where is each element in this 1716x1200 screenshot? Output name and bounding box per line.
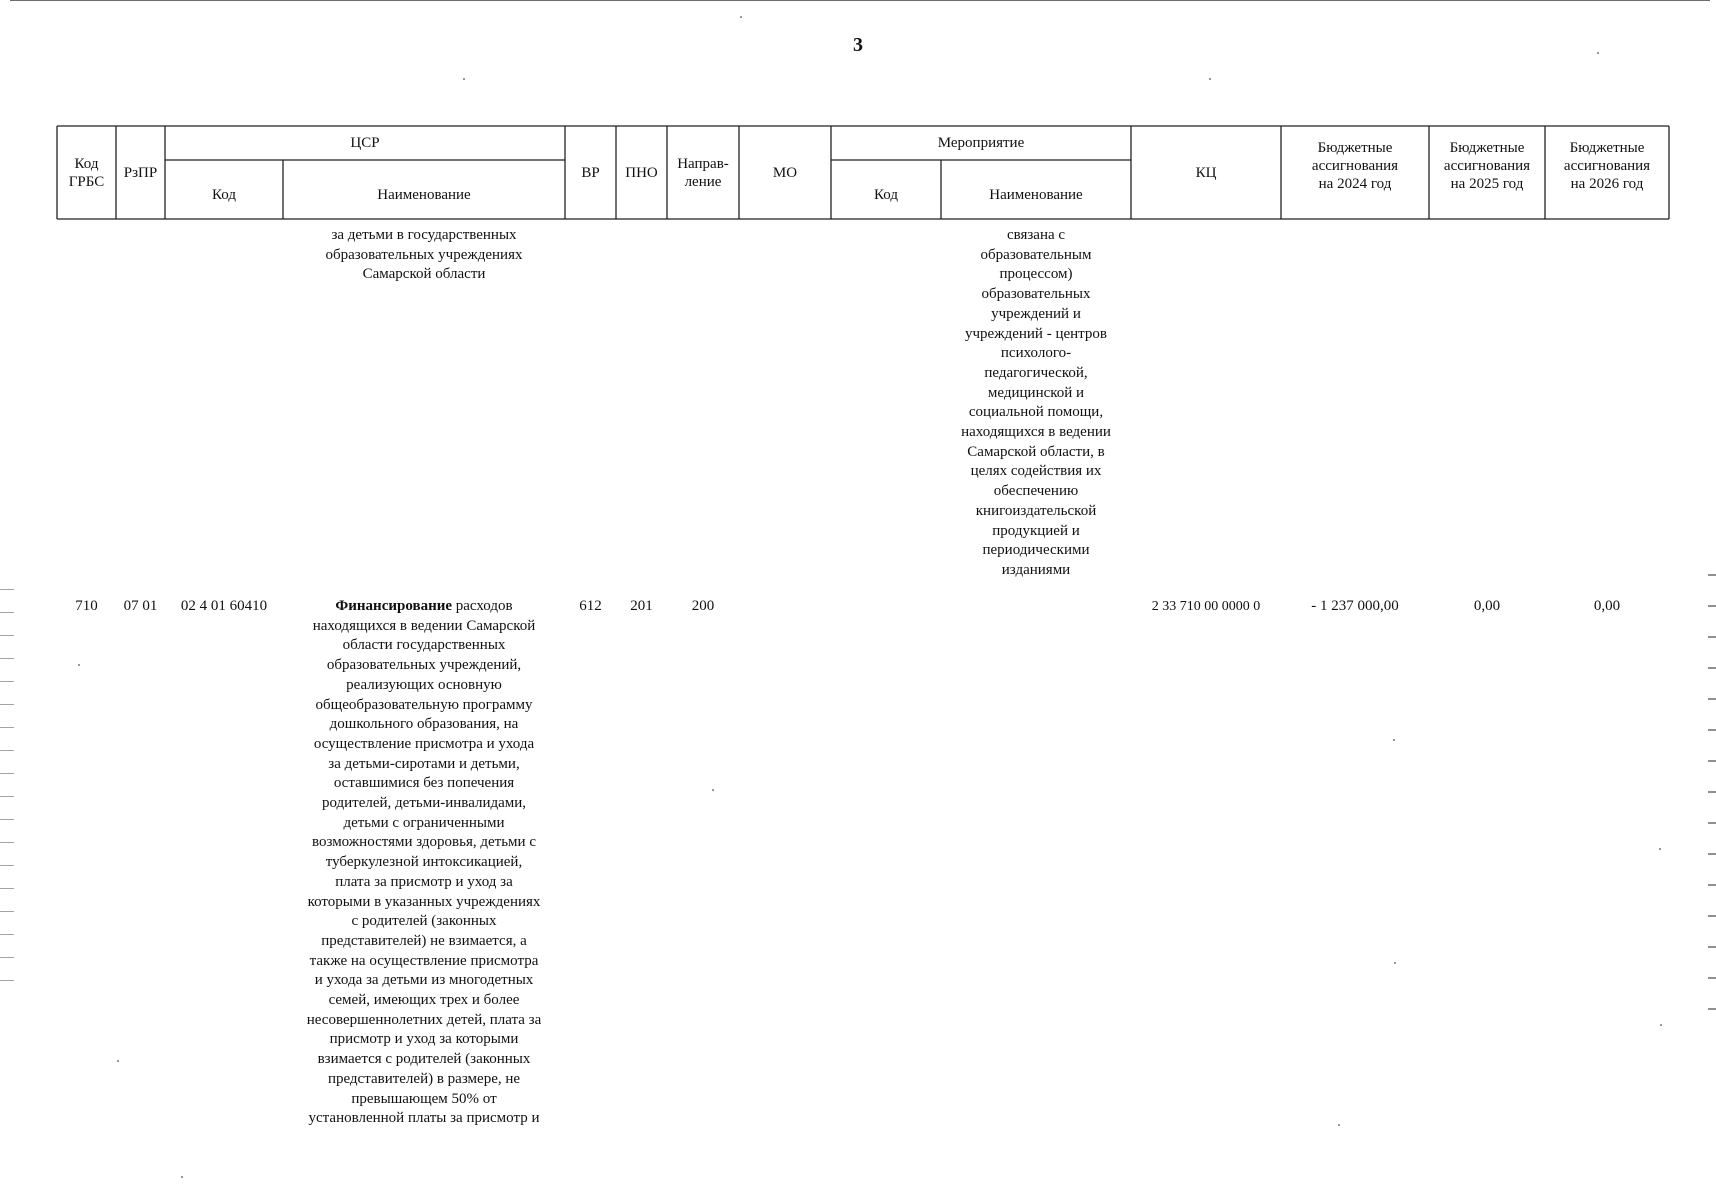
page-number: 3 (853, 34, 863, 56)
scan-speck (1659, 848, 1661, 850)
row-0-csr-name: за детьми в государственных образовательных учреждениях Самарской области (325, 227, 523, 283)
scan-speck (181, 1176, 183, 1178)
header-pno: ПНО (625, 164, 658, 181)
header-csr: ЦСР (350, 135, 380, 151)
row-1-csr-name-lead: Финансирование (335, 598, 453, 614)
row-1-rzpr: 07 01 (123, 598, 158, 614)
scan-speck (740, 16, 742, 18)
scan-edge-noise-right (1708, 560, 1716, 1020)
header-kc: КЦ (1195, 164, 1217, 181)
scan-speck (1338, 1124, 1340, 1126)
row-1-pno: 201 (630, 598, 653, 614)
scan-speck (117, 1060, 119, 1062)
scan-speck (1660, 1024, 1662, 1026)
header-mo: МО (772, 164, 798, 181)
header-budget-2024: Бюджетные ассигнования на 2024 год (1311, 139, 1399, 192)
row-1-csr-name-text: расходов находящихся в ведении Самарской области государственных образовательных учреждений, реализующих основную общеобразовательную программу дошкольного образования, на осуществление присмотра и ухода за детьми-сиротами и детьми, оставшимися без попечения родителей, детьми-инвалидами, детьми с ограниченными возможностями здоровья, детьми с туберкулезной интоксикацией, плата за присмотр и уход за которыми в указанных учреждениях с родителей (законных представителей) не взимается, а также на осуществление присмотра и ухода за детьми из многодетных семей, имеющих трех и более несовершеннолетних детей, плата за присмотр и уход за которыми взимается с родителей (законных представителей) в размере, не превышающем 50% от установленной платы за присмотр и (306, 598, 542, 1127)
row-1-budget-2026: 0,00 (1593, 598, 1621, 614)
row-0-mer-name: связана с образовательным процессом) образовательных учреждений и учреждений - центров психолого- педагогической, медицинской и социальной помощи, находящихся в ведении Самарской области, в целях содействия их обеспечению книгоиздательской продукцией и периодическими изданиями (961, 227, 1111, 578)
header-mer-name: Наименование (989, 186, 1083, 203)
header-kod-grbs: Код ГРБС (68, 155, 105, 190)
scan-speck (1394, 962, 1396, 964)
header-vr: ВР (581, 164, 600, 181)
scan-speck (463, 78, 465, 80)
row-1-napravlenie: 200 (691, 598, 715, 614)
header-csr-name: Наименование (377, 186, 471, 203)
header-csr-kod: Код (212, 186, 236, 203)
header-mer-kod: Код (874, 186, 898, 203)
scan-speck (1209, 78, 1211, 80)
row-1-budget-2025: 0,00 (1473, 598, 1501, 614)
scan-edge-noise-left (0, 580, 14, 1000)
header-napravlenie: Направ- ление (677, 155, 729, 190)
row-1-kc: 2 33 710 00 0000 0 (1151, 599, 1261, 614)
scan-speck (78, 664, 80, 666)
scan-speck (712, 789, 714, 791)
header-budget-2025: Бюджетные ассигнования на 2025 год (1443, 139, 1531, 192)
header-meropriyatie: Мероприятие (937, 135, 1025, 151)
scan-speck (1393, 739, 1395, 741)
row-1-budget-2024: - 1 237 000,00 (1311, 598, 1399, 614)
row-1-kod-grbs: 710 (75, 598, 98, 614)
row-1-csr-kod: 02 4 01 60410 (180, 598, 268, 614)
header-rzpr: РзПР (123, 164, 158, 181)
row-1-csr-name (283, 597, 565, 1129)
row-1-vr: 612 (579, 598, 602, 614)
scan-speck (1597, 52, 1599, 54)
header-budget-2026: Бюджетные ассигнования на 2026 год (1563, 139, 1651, 192)
